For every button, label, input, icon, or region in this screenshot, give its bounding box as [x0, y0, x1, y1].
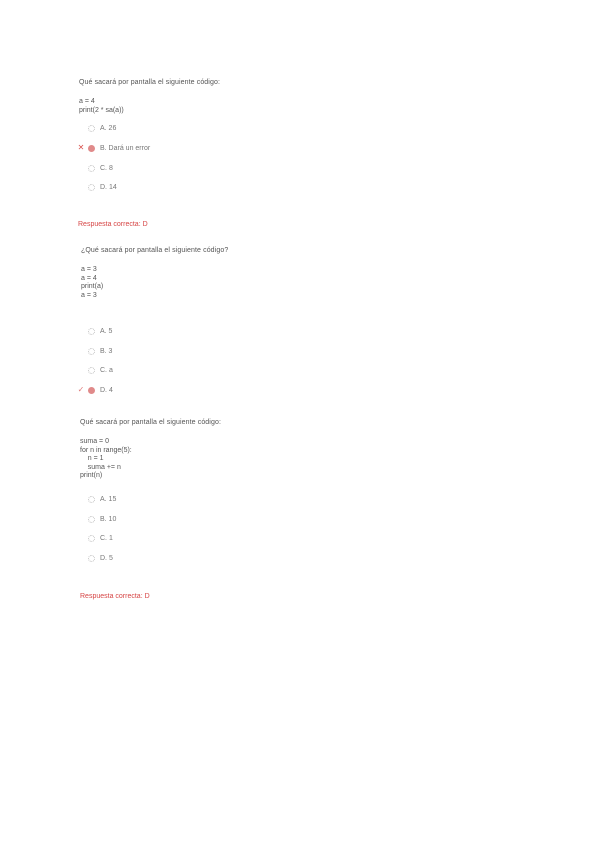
incorrect-icon: ✕ [77, 143, 85, 152]
option-label: A. 5 [100, 327, 113, 335]
radio-button[interactable] [88, 165, 95, 172]
question-2-option-a[interactable] [88, 325, 112, 337]
question-1-option-b[interactable] [77, 142, 150, 154]
question-2-code: a = 3 a = 4 print(a) a = 3 [81, 266, 104, 299]
option-label: B. Dará un error [100, 144, 151, 152]
question-3-option-b[interactable] [88, 513, 116, 525]
question-3-prompt: Qué sacará por pantalla el siguiente código: [80, 419, 221, 426]
radio-button-selected[interactable] [88, 387, 95, 394]
question-3-option-a[interactable] [88, 493, 116, 505]
question-2-option-b[interactable] [88, 345, 112, 357]
checkmark-icon: ✓ [77, 385, 85, 394]
option-label: C. 1 [100, 534, 113, 542]
option-label: A. 15 [100, 495, 117, 503]
option-label: B. 10 [100, 515, 117, 523]
question-1-prompt: Qué sacará por pantalla el siguiente código: [79, 79, 220, 86]
radio-button[interactable] [88, 328, 95, 335]
option-label: D. 5 [100, 554, 113, 562]
option-label: B. 3 [100, 347, 113, 355]
question-3-code: suma = 0 for n in range(5): n = 1 suma += n print(n) [80, 438, 132, 479]
question-3-option-d[interactable] [88, 552, 113, 564]
radio-button[interactable] [88, 348, 95, 355]
question-3-option-c[interactable] [88, 532, 113, 544]
question-1-option-a[interactable] [88, 122, 116, 134]
radio-button[interactable] [88, 516, 95, 523]
radio-button[interactable] [88, 125, 95, 132]
radio-button[interactable] [88, 184, 95, 191]
question-1-option-c[interactable] [88, 162, 113, 174]
radio-button[interactable] [88, 496, 95, 503]
question-2-option-d[interactable] [77, 384, 113, 396]
option-label: A. 26 [100, 124, 117, 132]
option-label: C. 8 [100, 164, 113, 172]
question-1-option-d[interactable] [88, 181, 117, 193]
radio-button[interactable] [88, 535, 95, 542]
radio-button-selected[interactable] [88, 145, 95, 152]
question-1-code: a = 4 print(2 * sa(a)) [79, 98, 124, 114]
question-2-prompt: ¿Qué sacará por pantalla el siguiente código? [81, 247, 229, 254]
question-3-correct-answer: Respuesta correcta: D [80, 593, 150, 600]
question-1-correct-answer: Respuesta correcta: D [78, 221, 148, 228]
question-2-option-c[interactable] [88, 364, 113, 376]
option-label: D. 14 [100, 183, 117, 191]
option-label: C. a [100, 366, 113, 374]
radio-button[interactable] [88, 555, 95, 562]
radio-button[interactable] [88, 367, 95, 374]
option-label: D. 4 [100, 386, 113, 394]
